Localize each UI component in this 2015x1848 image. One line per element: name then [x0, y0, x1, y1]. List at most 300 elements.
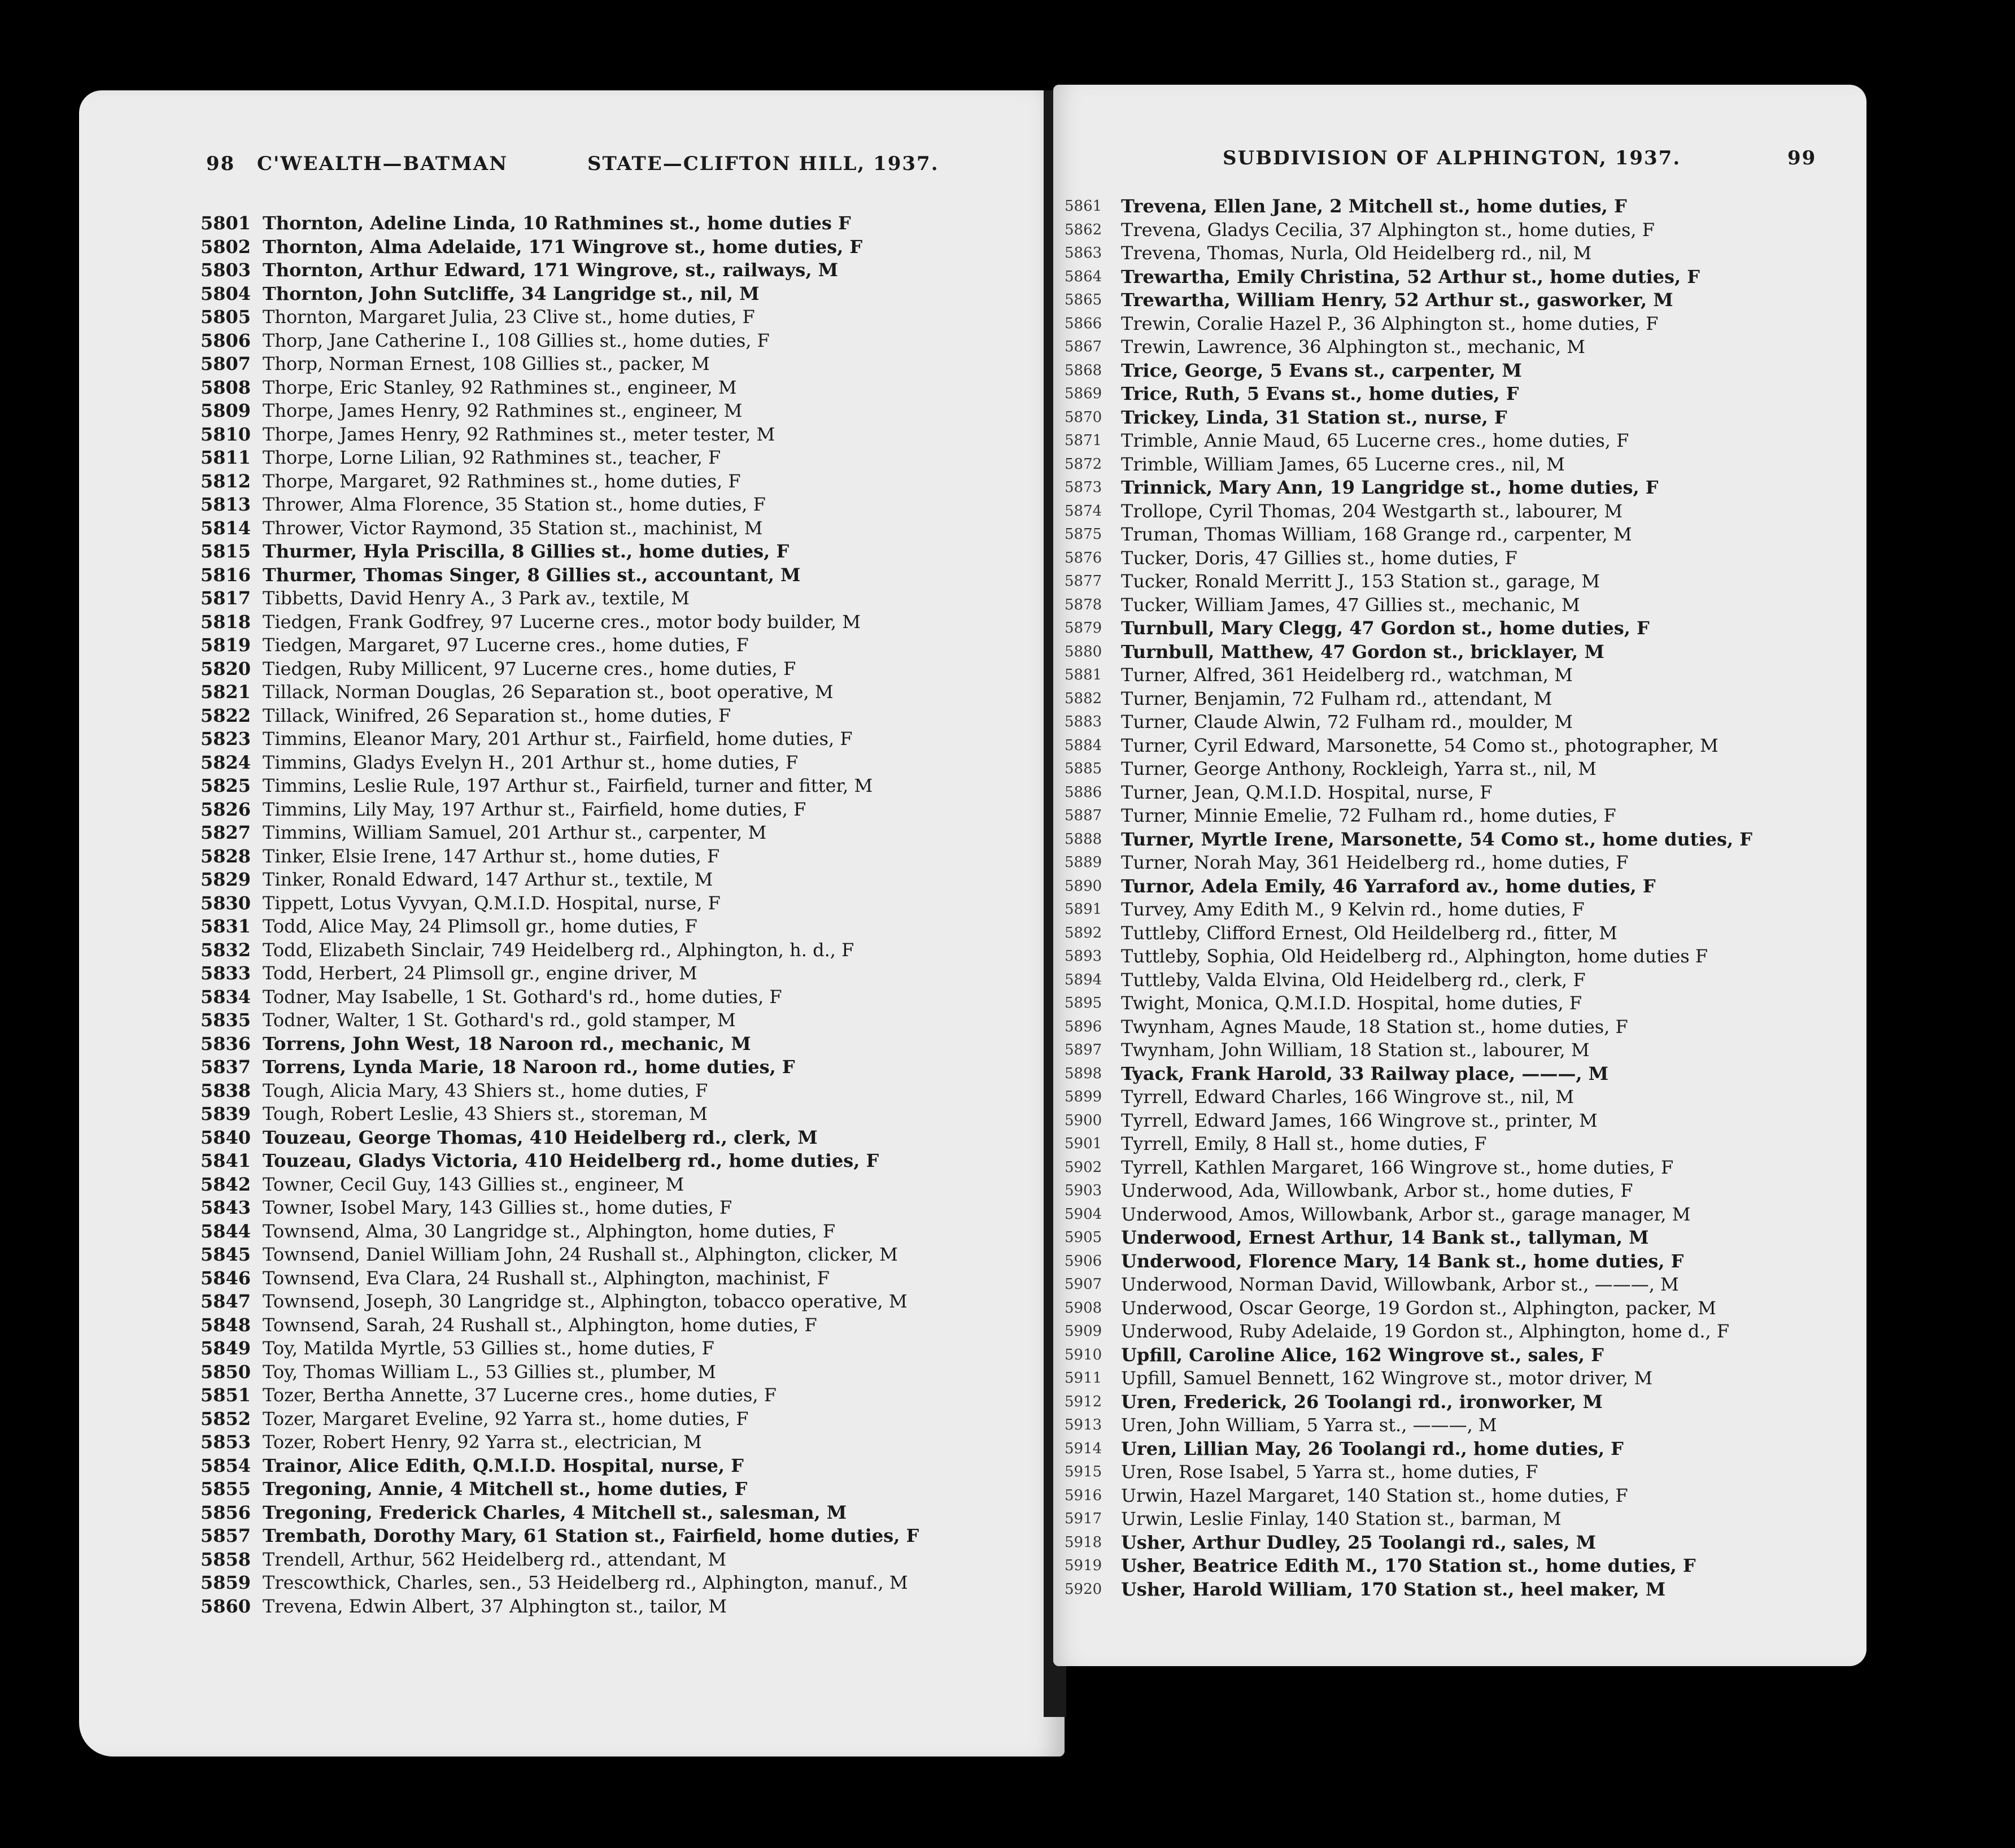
entry-text: Usher, Arthur Dudley, 25 Toolangi rd., sales, M: [1121, 1531, 1597, 1553]
list-item: [1065, 219, 1752, 242]
left-page-number: 98: [206, 152, 235, 175]
entry-number: 5870: [1065, 408, 1102, 426]
entry-number: 5903: [1065, 1182, 1102, 1199]
entry-text: Tregoning, Annie, 4 Mitchell st., home duties, F: [263, 1478, 748, 1500]
list-item: [200, 1149, 919, 1173]
right-page: [1053, 85, 1866, 1666]
entry-number: 5888: [1065, 830, 1102, 848]
list-item: [200, 1571, 919, 1595]
entry-number: 5914: [1065, 1440, 1102, 1457]
entry-number: 5882: [1065, 690, 1102, 707]
entry-number: 5865: [1065, 291, 1102, 308]
entry-text: Tyrrell, Emily, 8 Hall st., home duties, F: [1121, 1133, 1487, 1154]
entry-text: Thrower, Victor Raymond, 35 Station st., machinist, M: [263, 517, 763, 539]
list-item: [200, 1524, 919, 1548]
list-item: [200, 634, 919, 657]
entry-number: 5884: [1065, 736, 1102, 754]
list-item: [1065, 242, 1752, 265]
list-item: [200, 1454, 919, 1478]
entry-text: Townsend, Daniel William John, 24 Rushall st., Alphington, clicker, M: [263, 1244, 898, 1265]
list-item: [1065, 594, 1752, 617]
entry-text: Todner, May Isabelle, 1 St. Gothard's rd., home duties, F: [263, 986, 782, 1008]
entry-text: Turner, Claude Alwin, 72 Fulham rd., moulder, M: [1121, 711, 1573, 733]
entry-text: Urwin, Hazel Margaret, 140 Station st., home duties, F: [1121, 1484, 1628, 1506]
entry-text: Trimble, William James, 65 Lucerne cres., nil, M: [1121, 453, 1565, 475]
entry-number: 5805: [200, 306, 251, 328]
list-item: [200, 1407, 919, 1431]
list-item: [1065, 1062, 1752, 1086]
entry-number: 5808: [200, 376, 251, 398]
entry-text: Tuttleby, Valda Elvina, Old Heidelberg rd., clerk, F: [1121, 969, 1586, 991]
entry-text: Tinker, Elsie Irene, 147 Arthur st., home duties, F: [263, 845, 720, 867]
entry-text: Underwood, Norman David, Willowbank, Arbor st., ———, M: [1121, 1274, 1679, 1295]
entry-number: 5847: [200, 1291, 251, 1312]
list-item: [1065, 1414, 1752, 1437]
entry-number: 5857: [200, 1525, 251, 1546]
left-page: [79, 90, 1065, 1757]
entry-text: Tyrrell, Kathlen Margaret, 166 Wingrove st., home duties, F: [1121, 1156, 1674, 1178]
entry-number: 5813: [200, 494, 251, 515]
entry-text: Tozer, Robert Henry, 92 Yarra st., electrician, M: [263, 1431, 702, 1453]
list-item: [1065, 1109, 1752, 1133]
entry-text: Todner, Walter, 1 St. Gothard's rd., gold stamper, M: [263, 1009, 736, 1031]
list-item: [1065, 312, 1752, 336]
entry-text: Toy, Thomas William L., 53 Gillies st., plumber, M: [263, 1361, 716, 1383]
entry-text: Townsend, Joseph, 30 Langridge st., Alphington, tobacco operative, M: [263, 1291, 908, 1312]
entry-number: 5837: [200, 1056, 251, 1078]
list-item: [200, 259, 919, 282]
entry-text: Turner, Benjamin, 72 Fulham rd., attendant, M: [1121, 687, 1552, 709]
entry-number: 5873: [1065, 479, 1102, 496]
entry-number: 5836: [200, 1032, 251, 1054]
entry-text: Todd, Alice May, 24 Plimsoll gr., home duties, F: [263, 916, 697, 937]
list-item: [200, 236, 919, 259]
list-item: [1065, 1156, 1752, 1180]
entry-number: 5814: [200, 517, 251, 539]
entry-text: Thornton, Adeline Linda, 10 Rathmines st., home duties F: [263, 212, 851, 234]
entry-text: Tiedgen, Margaret, 97 Lucerne cres., home duties, F: [263, 634, 749, 656]
entry-text: Urwin, Leslie Finlay, 140 Station st., barman, M: [1121, 1508, 1562, 1529]
list-item: [200, 704, 919, 728]
entry-text: Thorpe, James Henry, 92 Rathmines st., meter tester, M: [263, 423, 775, 445]
entry-text: Todd, Herbert, 24 Plimsoll gr., engine driver, M: [263, 962, 697, 984]
right-entry-list: [1065, 195, 1752, 1601]
entry-text: Turner, Cyril Edward, Marsonette, 54 Como st., photographer, M: [1121, 734, 1719, 756]
list-item: [200, 1126, 919, 1150]
entry-number: 5818: [200, 611, 251, 633]
entry-number: 5854: [200, 1454, 251, 1476]
entry-number: 5875: [1065, 526, 1102, 543]
entry-number: 5878: [1065, 596, 1102, 613]
entry-number: 5885: [1065, 760, 1102, 777]
entry-number: 5820: [200, 657, 251, 679]
entry-text: Tippett, Lotus Vyvyan, Q.M.I.D. Hospital, nurse, F: [263, 892, 721, 914]
entry-text: Trembath, Dorothy Mary, 61 Station st., Fairfield, home duties, F: [263, 1525, 919, 1546]
entry-number: 5894: [1065, 971, 1102, 988]
entry-text: Trainor, Alice Edith, Q.M.I.D. Hospital, nurse, F: [263, 1454, 744, 1476]
entry-text: Turnbull, Matthew, 47 Gordon st., bricklayer, M: [1121, 640, 1604, 663]
list-item: [1065, 1273, 1752, 1297]
entry-number: 5838: [200, 1079, 251, 1101]
entry-number: 5824: [200, 751, 251, 773]
list-item: [1065, 453, 1752, 477]
list-item: [200, 986, 919, 1009]
entry-number: 5891: [1065, 901, 1102, 918]
entry-text: Tyrrell, Edward James, 166 Wingrove st., printer, M: [1121, 1109, 1598, 1131]
entry-text: Turner, George Anthony, Rockleigh, Yarra st., nil, M: [1121, 758, 1597, 779]
list-item: [200, 1032, 919, 1056]
list-item: [200, 352, 919, 376]
entry-number: 5809: [200, 400, 251, 421]
list-item: [200, 446, 919, 470]
entry-number: 5886: [1065, 783, 1102, 801]
entry-number: 5806: [200, 329, 251, 351]
entry-number: 5864: [1065, 268, 1102, 285]
entry-number: 5833: [200, 962, 251, 984]
list-item: [1065, 523, 1752, 547]
entry-number: 5896: [1065, 1018, 1102, 1035]
entry-number: 5918: [1065, 1533, 1102, 1551]
entry-text: Tillack, Winifred, 26 Separation st., home duties, F: [263, 704, 731, 726]
entry-text: Tuttleby, Sophia, Old Heidelberg rd., Alphington, home duties F: [1121, 945, 1708, 967]
list-item: [200, 564, 919, 587]
entry-number: 5858: [200, 1548, 251, 1570]
entry-number: 5827: [200, 822, 251, 843]
list-item: [1065, 781, 1752, 805]
entry-text: Tyack, Frank Harold, 33 Railway place, ———, M: [1121, 1062, 1609, 1084]
entry-text: Trevena, Gladys Cecilia, 37 Alphington st., home duties, F: [1121, 219, 1655, 241]
entry-text: Usher, Beatrice Edith M., 170 Station st., home duties, F: [1121, 1555, 1696, 1576]
entry-text: Thrower, Alma Florence, 35 Station st., home duties, F: [263, 494, 766, 515]
list-item: [1065, 640, 1752, 664]
list-item: [1065, 359, 1752, 383]
entry-number: 5829: [200, 869, 251, 890]
entry-text: Tillack, Norman Douglas, 26 Separation st., boot operative, M: [263, 681, 834, 703]
list-item: [200, 1361, 919, 1384]
entry-text: Turner, Jean, Q.M.I.D. Hospital, nurse, F: [1121, 781, 1493, 803]
list-item: [200, 1501, 919, 1525]
list-item: [1065, 1203, 1752, 1227]
entry-number: 5915: [1065, 1463, 1102, 1480]
entry-text: Thornton, Alma Adelaide, 171 Wingrove st., home duties, F: [263, 236, 863, 258]
entry-text: Towner, Isobel Mary, 143 Gillies st., home duties, F: [263, 1197, 732, 1218]
entry-text: Truman, Thomas William, 168 Grange rd., carpenter, M: [1121, 524, 1632, 545]
entry-number: 5826: [200, 798, 251, 820]
entry-number: 5877: [1065, 573, 1102, 590]
entry-number: 5849: [200, 1337, 251, 1359]
entry-text: Thorpe, Lorne Lilian, 92 Rathmines st., teacher, F: [263, 447, 721, 468]
entry-number: 5855: [200, 1478, 251, 1500]
entry-number: 5803: [200, 259, 251, 281]
list-item: [200, 727, 919, 751]
list-item: [1065, 406, 1752, 430]
entry-text: Todd, Elizabeth Sinclair, 749 Heidelberg rd., Alphington, h. d., F: [263, 939, 854, 961]
entry-text: Trewartha, William Henry, 52 Arthur st., gasworker, M: [1121, 289, 1673, 311]
list-item: [1065, 945, 1752, 969]
list-item: [200, 212, 919, 236]
entry-text: Twynham, John William, 18 Station st., labourer, M: [1121, 1039, 1590, 1061]
list-item: [1065, 851, 1752, 875]
entry-number: 5920: [1065, 1580, 1102, 1598]
list-item: [200, 470, 919, 494]
list-item: [1065, 1578, 1752, 1602]
entry-number: 5887: [1065, 807, 1102, 824]
list-item: [1065, 992, 1752, 1015]
list-item: [1065, 1226, 1752, 1250]
entry-number: 5841: [200, 1150, 251, 1171]
entry-text: Thornton, Margaret Julia, 23 Clive st., home duties, F: [263, 306, 755, 328]
entry-number: 5901: [1065, 1135, 1102, 1152]
list-item: [1065, 687, 1752, 711]
entry-text: Thurmer, Hyla Priscilla, 8 Gillies st., home duties, F: [263, 541, 790, 562]
list-item: [200, 611, 919, 634]
list-item: [200, 868, 919, 892]
entry-number: 5908: [1065, 1299, 1102, 1317]
list-item: [200, 1337, 919, 1361]
entry-text: Thorpe, James Henry, 92 Rathmines st., engineer, M: [263, 400, 743, 421]
list-item: [1065, 476, 1752, 500]
entry-text: Underwood, Ernest Arthur, 14 Bank st., tallyman, M: [1121, 1227, 1649, 1248]
list-item: [200, 1009, 919, 1032]
entry-number: 5861: [1065, 198, 1102, 215]
entry-text: Timmins, Leslie Rule, 197 Arthur st., Fairfield, turner and fitter, M: [263, 775, 873, 796]
list-item: [1065, 547, 1752, 570]
entry-number: 5890: [1065, 877, 1102, 895]
list-item: [200, 1595, 919, 1619]
list-item: [1065, 898, 1752, 922]
entry-number: 5879: [1065, 620, 1102, 637]
entry-text: Tregoning, Frederick Charles, 4 Mitchell st., salesman, M: [263, 1501, 847, 1523]
entry-text: Underwood, Ruby Adelaide, 19 Gordon st., Alphington, home d., F: [1121, 1320, 1730, 1342]
entry-text: Turvey, Amy Edith M., 9 Kelvin rd., home duties, F: [1121, 899, 1585, 920]
list-item: [1065, 711, 1752, 734]
list-item: [200, 1431, 919, 1454]
list-item: [200, 798, 919, 822]
list-item: [200, 939, 919, 962]
entry-text: Trendell, Arthur, 562 Heidelberg rd., attendant, M: [263, 1548, 727, 1570]
entry-text: Underwood, Florence Mary, 14 Bank st., home duties, F: [1121, 1250, 1684, 1272]
entry-text: Tough, Robert Leslie, 43 Shiers st., storeman, M: [263, 1103, 708, 1125]
entry-number: 5822: [200, 704, 251, 726]
entry-text: Trickey, Linda, 31 Station st., nurse, F: [1121, 406, 1507, 428]
list-item: [1065, 500, 1752, 524]
list-item: [200, 1384, 919, 1407]
entry-number: 5853: [200, 1431, 251, 1453]
entry-number: 5868: [1065, 361, 1102, 379]
list-item: [200, 681, 919, 704]
list-item: [200, 774, 919, 798]
entry-text: Upfill, Caroline Alice, 162 Wingrove st., sales, F: [1121, 1344, 1604, 1366]
list-item: [1065, 1367, 1752, 1391]
entry-number: 5830: [200, 892, 251, 914]
entry-text: Trewartha, Emily Christina, 52 Arthur st., home duties, F: [1121, 265, 1700, 287]
entry-number: 5804: [200, 282, 251, 304]
entry-number: 5801: [200, 212, 251, 234]
entry-text: Touzeau, Gladys Victoria, 410 Heidelberg rd., home duties, F: [263, 1150, 879, 1171]
entry-text: Thorp, Norman Ernest, 108 Gillies st., packer, M: [263, 353, 710, 374]
entry-text: Tyrrell, Edward Charles, 166 Wingrove st., nil, M: [1121, 1086, 1575, 1108]
list-item: [1065, 1015, 1752, 1039]
entry-text: Trewin, Coralie Hazel P., 36 Alphington st., home duties, F: [1121, 312, 1659, 334]
list-item: [200, 1079, 919, 1103]
list-item: [1065, 289, 1752, 312]
list-item: [200, 1056, 919, 1079]
entry-number: 5832: [200, 939, 251, 961]
entry-number: 5843: [200, 1197, 251, 1218]
entry-number: 5840: [200, 1126, 251, 1148]
entry-number: 5825: [200, 775, 251, 796]
list-item: [1065, 1461, 1752, 1484]
entry-text: Turner, Norah May, 361 Heidelberg rd., home duties, F: [1121, 852, 1629, 873]
list-item: [1065, 265, 1752, 289]
list-item: [1065, 382, 1752, 406]
right-page-number: 99: [1787, 147, 1817, 169]
entry-text: Timmins, William Samuel, 201 Arthur st., carpenter, M: [263, 822, 767, 843]
entry-text: Trewin, Lawrence, 36 Alphington st., mechanic, M: [1121, 336, 1586, 358]
list-item: [200, 423, 919, 447]
entry-text: Trice, George, 5 Evans st., carpenter, M: [1121, 359, 1522, 381]
entry-number: 5844: [200, 1220, 251, 1242]
entry-text: Tucker, William James, 47 Gillies st., mechanic, M: [1121, 594, 1580, 616]
list-item: [200, 1220, 919, 1244]
entry-number: 5867: [1065, 338, 1102, 355]
list-item: [1065, 570, 1752, 594]
entry-number: 5917: [1065, 1510, 1102, 1527]
entry-text: Uren, Rose Isabel, 5 Yarra st., home duties, F: [1121, 1461, 1538, 1483]
entry-number: 5881: [1065, 666, 1102, 683]
entry-number: 5911: [1065, 1370, 1102, 1387]
entry-number: 5862: [1065, 221, 1102, 238]
entry-number: 5823: [200, 728, 251, 749]
list-item: [200, 1102, 919, 1126]
entry-number: 5863: [1065, 245, 1102, 261]
entry-number: 5828: [200, 845, 251, 867]
entry-text: Underwood, Amos, Willowbank, Arbor st., garage manager, M: [1121, 1203, 1691, 1225]
entry-text: Townsend, Alma, 30 Langridge st., Alphington, home duties, F: [263, 1220, 836, 1242]
entry-number: 5859: [200, 1572, 251, 1593]
entry-number: 5900: [1065, 1112, 1102, 1129]
entry-number: 5845: [200, 1244, 251, 1265]
entry-text: Turnor, Adela Emily, 46 Yarraford av., home duties, F: [1121, 875, 1656, 897]
entry-text: Tiedgen, Frank Godfrey, 97 Lucerne cres., motor body builder, M: [263, 611, 861, 633]
entry-number: 5834: [200, 986, 251, 1008]
entry-text: Timmins, Eleanor Mary, 201 Arthur st., Fairfield, home duties, F: [263, 728, 853, 749]
entry-text: Twight, Monica, Q.M.I.D. Hospital, home duties, F: [1121, 992, 1582, 1014]
list-item: [200, 1267, 919, 1291]
list-item: [1065, 1320, 1752, 1344]
left-header-subtitle: STATE—CLIFTON HILL, 1937.: [587, 152, 939, 175]
list-item: [1065, 969, 1752, 992]
entry-text: Trevena, Thomas, Nurla, Old Heidelberg rd., nil, M: [1121, 242, 1592, 264]
entry-text: Trimble, Annie Maud, 65 Lucerne cres., home duties, F: [1121, 430, 1629, 451]
list-item: [200, 1477, 919, 1501]
entry-text: Trevena, Edwin Albert, 37 Alphington st., tailor, M: [263, 1595, 727, 1617]
list-item: [1065, 1179, 1752, 1203]
entry-number: 5919: [1065, 1557, 1102, 1574]
entry-number: 5876: [1065, 549, 1102, 566]
entry-number: 5816: [200, 564, 251, 586]
entry-text: Twynham, Agnes Maude, 18 Station st., home duties, F: [1121, 1015, 1628, 1038]
entry-text: Thornton, Arthur Edward, 171 Wingrove, st., railways, M: [263, 259, 839, 281]
list-item: [1065, 922, 1752, 945]
entry-text: Tinker, Ronald Edward, 147 Arthur st., textile, M: [263, 869, 713, 890]
entry-text: Turner, Alfred, 361 Heidelberg rd., watchman, M: [1121, 664, 1573, 686]
entry-number: 5846: [200, 1267, 251, 1289]
entry-number: 5906: [1065, 1252, 1102, 1270]
right-header-title: SUBDIVISION OF ALPHINGTON, 1937.: [1223, 147, 1681, 169]
entry-number: 5821: [200, 681, 251, 703]
entry-text: Usher, Harold William, 170 Station st., heel maker, M: [1121, 1578, 1666, 1600]
entry-number: 5852: [200, 1407, 251, 1429]
list-item: [1065, 734, 1752, 758]
entry-number: 5874: [1065, 502, 1102, 520]
entry-number: 5869: [1065, 385, 1102, 402]
entry-text: Tozer, Margaret Eveline, 92 Yarra st., home duties, F: [263, 1407, 749, 1429]
entry-number: 5851: [200, 1384, 251, 1406]
list-item: [200, 962, 919, 986]
entry-text: Tucker, Doris, 47 Gillies st., home duties, F: [1121, 547, 1517, 569]
list-item: [200, 751, 919, 775]
entry-text: Tibbetts, David Henry A., 3 Park av., textile, M: [263, 587, 690, 609]
list-item: [200, 517, 919, 541]
list-item: [200, 915, 919, 939]
entry-text: Tuttleby, Clifford Ernest, Old Heildelberg rd., fitter, M: [1121, 922, 1617, 944]
entry-text: Turner, Minnie Emelie, 72 Fulham rd., home duties, F: [1121, 805, 1616, 826]
entry-number: 5817: [200, 587, 251, 609]
entry-number: 5892: [1065, 924, 1102, 942]
list-item: [1065, 757, 1752, 781]
entry-text: Timmins, Lily May, 197 Arthur st., Fairfield, home duties, F: [263, 798, 806, 820]
list-item: [1065, 828, 1752, 852]
entry-number: 5871: [1065, 432, 1102, 449]
list-item: [1065, 1391, 1752, 1414]
list-item: [1065, 195, 1752, 219]
entry-number: 5819: [200, 634, 251, 656]
entry-number: 5831: [200, 916, 251, 937]
entry-number: 5839: [200, 1103, 251, 1125]
entry-text: Uren, Frederick, 26 Toolangi rd., ironworker, M: [1121, 1391, 1603, 1413]
entry-text: Touzeau, George Thomas, 410 Heidelberg rd., clerk, M: [263, 1126, 818, 1148]
list-item: [1065, 664, 1752, 687]
left-entry-list: [200, 212, 919, 1618]
entry-number: 5916: [1065, 1487, 1102, 1504]
list-item: [1065, 804, 1752, 828]
list-item: [200, 1173, 919, 1197]
entry-text: Turner, Myrtle Irene, Marsonette, 54 Como st., home duties, F: [1121, 828, 1753, 850]
list-item: [200, 306, 919, 329]
entry-number: 5897: [1065, 1041, 1102, 1058]
entry-text: Timmins, Gladys Evelyn H., 201 Arthur st., home duties, F: [263, 751, 799, 773]
entry-number: 5872: [1065, 455, 1102, 473]
entry-number: 5802: [200, 236, 251, 258]
list-item: [200, 1314, 919, 1337]
list-item: [200, 892, 919, 916]
entry-number: 5899: [1065, 1088, 1102, 1105]
entry-number: 5807: [200, 353, 251, 374]
entry-number: 5889: [1065, 854, 1102, 871]
entry-number: 5883: [1065, 713, 1102, 730]
entry-text: Townsend, Sarah, 24 Rushall st., Alphington, home duties, F: [263, 1314, 817, 1336]
entry-text: Trollope, Cyril Thomas, 204 Westgarth st., labourer, M: [1121, 500, 1623, 522]
list-item: [1065, 1344, 1752, 1367]
entry-number: 5895: [1065, 995, 1102, 1012]
entry-text: Underwood, Ada, Willowbank, Arbor st., home duties, F: [1121, 1180, 1633, 1201]
entry-text: Uren, Lillian May, 26 Toolangi rd., home duties, F: [1121, 1437, 1624, 1459]
list-item: [200, 282, 919, 306]
list-item: [1065, 1132, 1752, 1156]
entry-number: 5910: [1065, 1346, 1102, 1363]
entry-text: Uren, John William, 5 Yarra st., ———, M: [1121, 1414, 1497, 1436]
